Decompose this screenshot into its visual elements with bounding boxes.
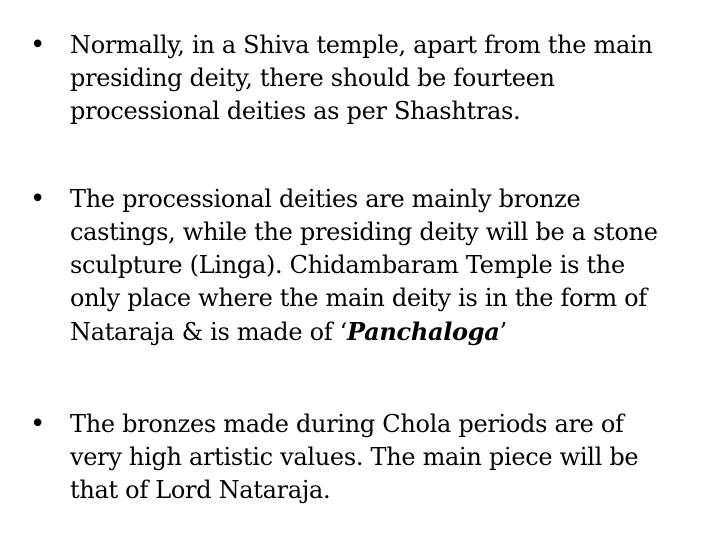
bullet-3-line-2: very high artistic values. The main piece will be: [70, 443, 639, 471]
bullet-icon: •: [30, 184, 46, 214]
bullet-text-1: [70, 29, 710, 128]
bullet-2-line-3: sculpture (Linga). Chidambaram Temple is the: [70, 251, 625, 279]
emphasis-suffix: ’: [499, 318, 507, 346]
bullet-2-line-1: The processional deities are mainly bronze: [70, 185, 581, 213]
emphasis-term: Panchaloga: [347, 317, 500, 346]
bullet-2-line-5-text: Nataraja & is made of ‘: [70, 318, 347, 346]
bullet-1-line-2: presiding deity, there should be fourteen: [70, 64, 555, 92]
bullet-2-line-5: [70, 315, 710, 349]
bullet-1-line-3: processional deities as per Shashtras.: [70, 97, 521, 125]
bullet-3-line-1: The bronzes made during Chola periods are of: [70, 410, 624, 438]
bullet-icon: •: [30, 409, 46, 439]
bullet-text-2: [70, 183, 710, 349]
bullet-2-line-2: castings, while the presiding deity will be a stone: [70, 218, 658, 246]
bullet-text-3: [70, 408, 710, 507]
bullet-2-line-4: only place where the main deity is in the form of: [70, 284, 647, 312]
bullet-1-line-1: Normally, in a Shiva temple, apart from the main: [70, 31, 653, 59]
bullet-3-line-3: that of Lord Nataraja.: [70, 476, 331, 504]
bullet-icon: •: [30, 30, 46, 60]
